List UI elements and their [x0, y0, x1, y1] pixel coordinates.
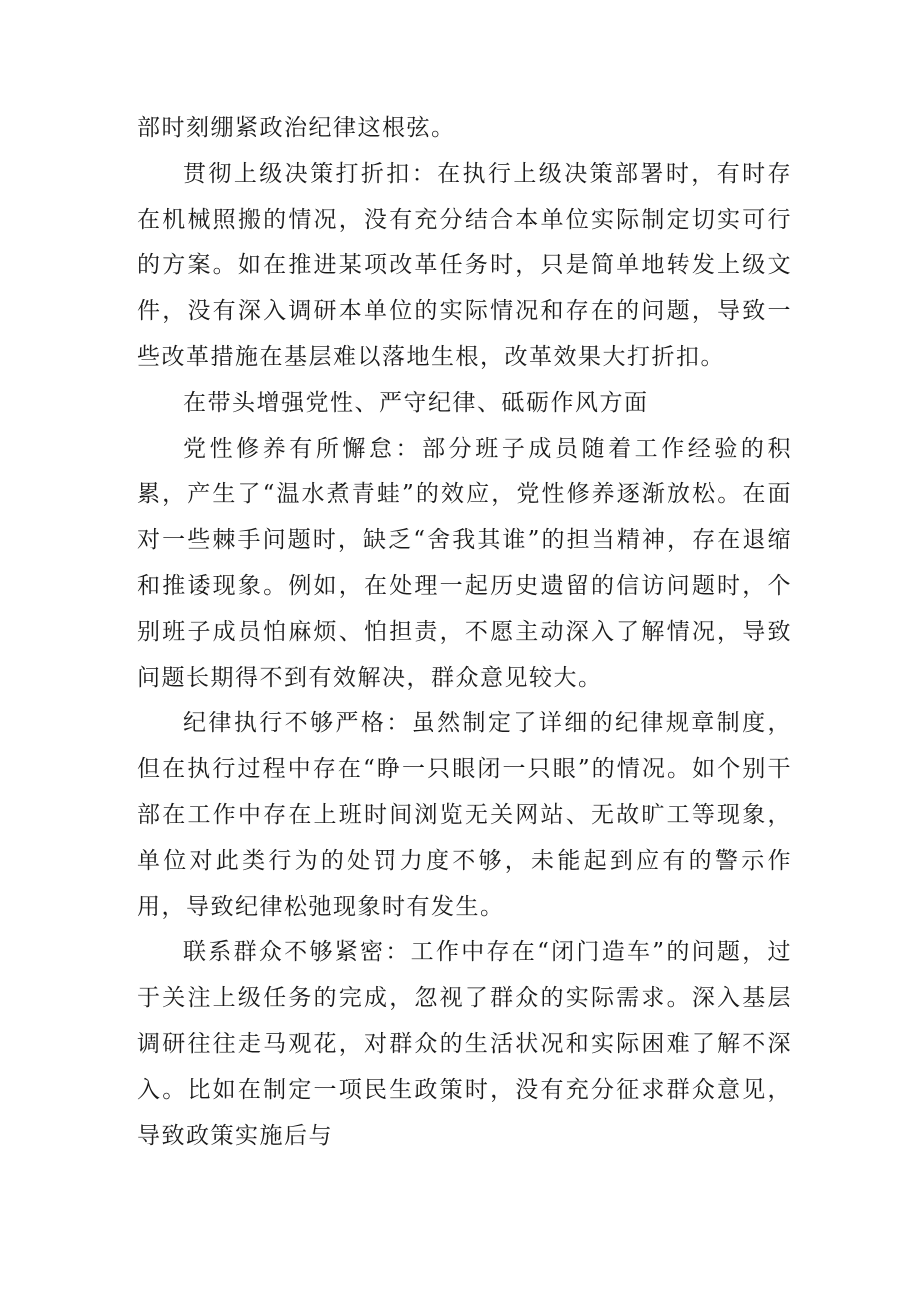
section-heading: 在带头增强党性、严守纪律、砥砺作风方面	[183, 389, 649, 416]
document-body	[137, 106, 792, 1159]
paragraph-mass-contact: 联系群众不够紧密：工作中存在“闭门造车”的问题，过于关注上级任务的完成，忽视了群众的实际需求。深入基层调研往往走马观花，对群众的生活状况和实际困难了解不深入。比如在制定一项民生政策时，没有充分征求群众意见，导致政策实施后与	[137, 939, 792, 1149]
paragraph-continuation: 部时刻绷紧政治纪律这根弦。	[137, 115, 456, 141]
paragraph-decision-implementation: 贯彻上级决策打折扣：在执行上级决策部署时，有时存在机械照搬的情况，没有充分结合本单位实际制定切实可行的方案。如在推进某项改革任务时，只是简单地转发上级文件，没有深入调研本单位的实际情况和存在的问题，导致一些改革措施在基层难以落地生根，改革效果大打折扣。	[137, 160, 792, 370]
paragraph-party-spirit: 党性修养有所懈怠：部分班子成员随着工作经验的积累，产生了“温水煮青蛙”的效应，党性修养逐渐放松。在面对一些棘手问题时，缺乏“舍我其谁”的担当精神，存在退缩和推诿现象。例如，在处理一起历史遗留的信访问题时，个别班子成员怕麻烦、怕担责，不愿主动深入了解情况，导致问题长期得不到有效解决，群众意见较大。	[137, 435, 792, 691]
paragraph-discipline: 纪律执行不够严格：虽然制定了详细的纪律规章制度，但在执行过程中存在“睁一只眼闭一只眼”的情况。如个别干部在工作中存在上班时间浏览无关网站、无故旷工等现象，单位对此类行为的处罚力度不够，未能起到应有的警示作用，导致纪律松弛现象时有发生。	[137, 710, 792, 920]
